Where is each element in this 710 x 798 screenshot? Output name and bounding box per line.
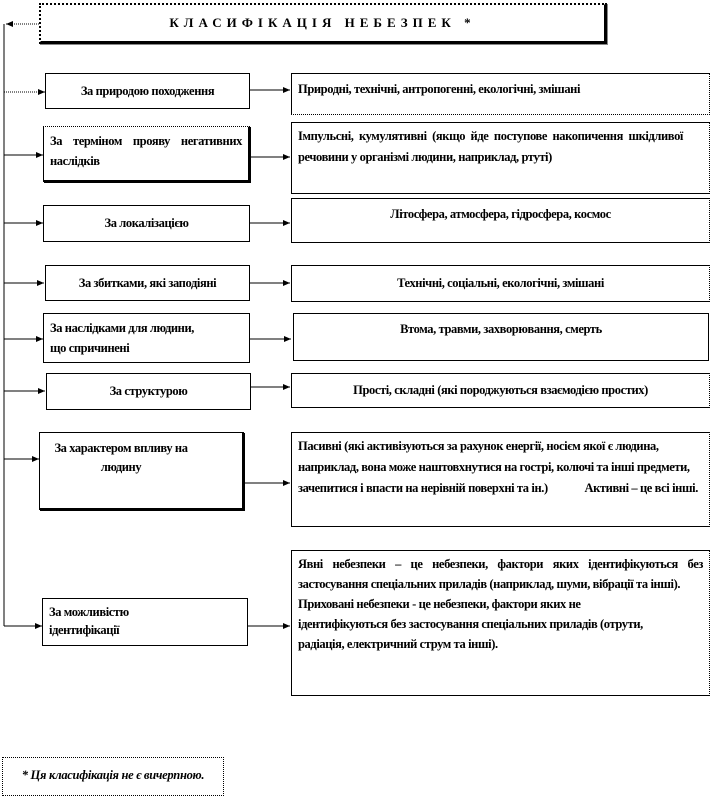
category-box-consequences [43, 313, 250, 363]
category-label: За локалізацією [104, 216, 189, 230]
category-box-origin [45, 73, 250, 109]
footnote: * Ця класифікація не є вичерпною. [2, 757, 224, 796]
description-box-damage [291, 265, 710, 302]
description-extra-text: Активні – це всі інші. [584, 481, 698, 495]
category-box-duration [43, 126, 250, 182]
description-box-duration [291, 122, 710, 194]
description-text: Прості, складні (які породжуються взаємодією простих) [353, 383, 648, 397]
description-text: Явні небезпеки – це небезпеки, фактори яких ідентифікуються без застосування спеціальних приладів (наприклад, шуми, вібрації та інші). [298, 557, 703, 591]
diagram-title: КЛАСИФІКАЦІЯ НЕБЕЗПЕК * [39, 3, 607, 44]
category-box-identification [42, 598, 248, 646]
category-label: За можливістю ідентифікації [49, 605, 129, 637]
category-box-localization [43, 205, 250, 242]
description-text: Пасивні (які активізуються за рахунок енергії, носієм якої є людина, наприклад, вона може наштовхнутися на гострі, колючі та інші предмети, зачепитися і впасти на нерівній поверхні та ін.) [298, 439, 690, 495]
category-label: За характером впливу на людину [54, 441, 188, 474]
description-box-consequences [293, 313, 709, 361]
description-text: Природні, технічні, антропогенні, екологічні, змішані [298, 82, 581, 96]
description-box-structure [291, 373, 710, 408]
category-label: За терміном прояву негативних наслідків [50, 134, 242, 168]
description-box-localization [291, 198, 710, 243]
description-extra-text: Приховані небезпеки - це небезпеки, фактори яких не ідентифікуються без застосування спеціальних приладів (отрути, радіація, електричний струм та інші). [298, 597, 643, 651]
category-box-structure [46, 373, 251, 410]
description-box-identification [291, 550, 710, 696]
description-box-origin [291, 73, 710, 115]
description-text: Технічні, соціальні, екологічні, змішані [397, 276, 604, 290]
description-text: Імпульсні, кумулятивні (якщо йде поступове накопичення шкідливої речовини у організмі людини, наприклад, ртуті) [298, 129, 683, 164]
category-box-influence [39, 432, 244, 510]
category-label: За збитками, які заподіяні [78, 276, 217, 290]
category-label: За природою походження [80, 84, 215, 98]
category-box-damage [45, 265, 250, 301]
category-label: За структурою [109, 384, 188, 398]
description-text: Втома, травми, захворювання, смерть [400, 322, 602, 336]
category-label: За наслідками для людини, що спричинені [50, 321, 195, 355]
description-box-influence [291, 432, 710, 527]
description-text: Літосфера, атмосфера, гідросфера, космос [390, 207, 611, 221]
